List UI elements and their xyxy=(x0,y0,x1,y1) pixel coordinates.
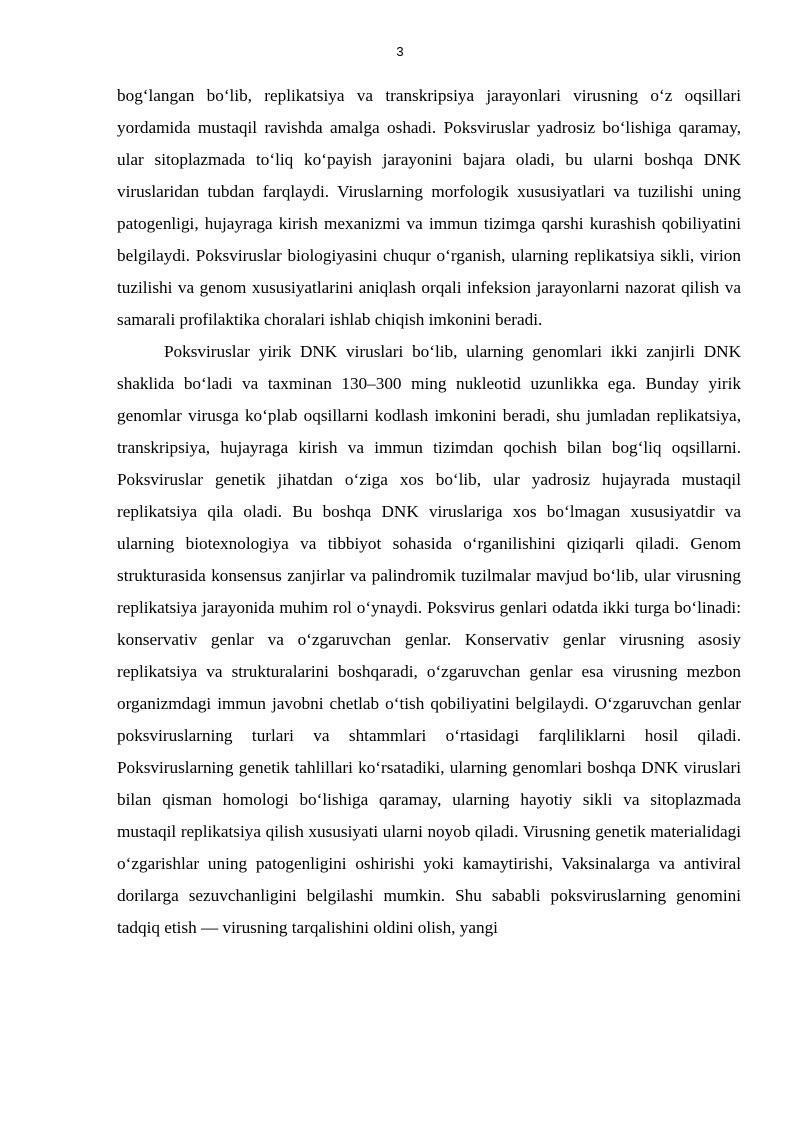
body-text xyxy=(117,80,741,944)
paragraph-continuation: bog‘langan bo‘lib, replikatsiya va transkripsiya jarayonlari virusning o‘z oqsillari yordamida mustaqil ravishda amalga oshadi. Poksviruslar yadrosiz bo‘lishiga qaramay, ular sitoplazmada to‘liq ko‘payish jarayonini bajara oladi, bu ularni boshqa DNK viruslaridan tubdan farqlaydi. Viruslarning morfologik xususiyatlari va tuzilishi uning patogenligi, hujayraga kirish mexanizmi va immun tizimga qarshi kurashish qobiliyatini belgilaydi. Poksviruslar biologiyasini chuqur o‘rganish, ularning replikatsiya sikli, virion tuzilishi va genom xususiyatlarini aniqlash orqali infeksion jarayonlarni nazorat qilish va samarali profilaktika choralari ishlab chiqish imkonini beradi. xyxy=(117,86,741,329)
page-number: 3 xyxy=(396,44,404,59)
paragraph-poxvirus-genome: Poksviruslar yirik DNK viruslari bo‘lib, ularning genomlari ikki zanjirli DNK shaklida bo‘ladi va taxminan 130–300 ming nukleotid uzunlikka ega. Bunday yirik genomlar virusga ko‘plab oqsillarni kodlash imkonini beradi, shu jumladan replikatsiya, transkripsiya, hujayraga kirish va immun tizimdan qochish bilan bog‘liq oqsillarni. Poksviruslar genetik jihatdan o‘ziga xos bo‘lib, ular yadrosiz hujayrada mustaqil replikatsiya qila oladi. Bu boshqa DNK viruslariga xos bo‘lmagan xususiyatdir va ularning biotexnologiya va tibbiyot sohasida o‘rganilishini qiziqarli qiladi. Genom strukturasida konsensus zanjirlar va palindromik tuzilmalar mavjud bo‘lib, ular virusning replikatsiya jarayonida muhim rol o‘ynaydi. Poksvirus genlari odatda ikki turga bo‘linadi: konservativ genlar va o‘zgaruvchan genlar. Konservativ genlar virusning asosiy replikatsiya va strukturalarini boshqaradi, o‘zgaruvchan genlar esa virusning mezbon organizmdagi immun javobni chetlab o‘tish qobiliyatini belgilaydi. O‘zgaruvchan genlar poksviruslarning turlari va shtammlari o‘rtasidagi farqliliklarni hosil qiladi. Poksviruslarning genetik tahlillari ko‘rsatadiki, ularning genomlari boshqa DNK viruslari bilan qisman homologi bo‘lishiga qaramay, ularning hayotiy sikli va sitoplazmada mustaqil replikatsiya qilish xususiyati ularni noyob qiladi. Virusning genetik materialidagi o‘zgarishlar uning patogenligini oshirishi yoki kamaytirishi, Vaksinalarga va antiviral dorilarga sezuvchanligini belgilashi mumkin. Shu sababli poksviruslarning genomini tadqiq etish — virusning tarqalishini oldini olish, yangi xyxy=(117,342,741,937)
